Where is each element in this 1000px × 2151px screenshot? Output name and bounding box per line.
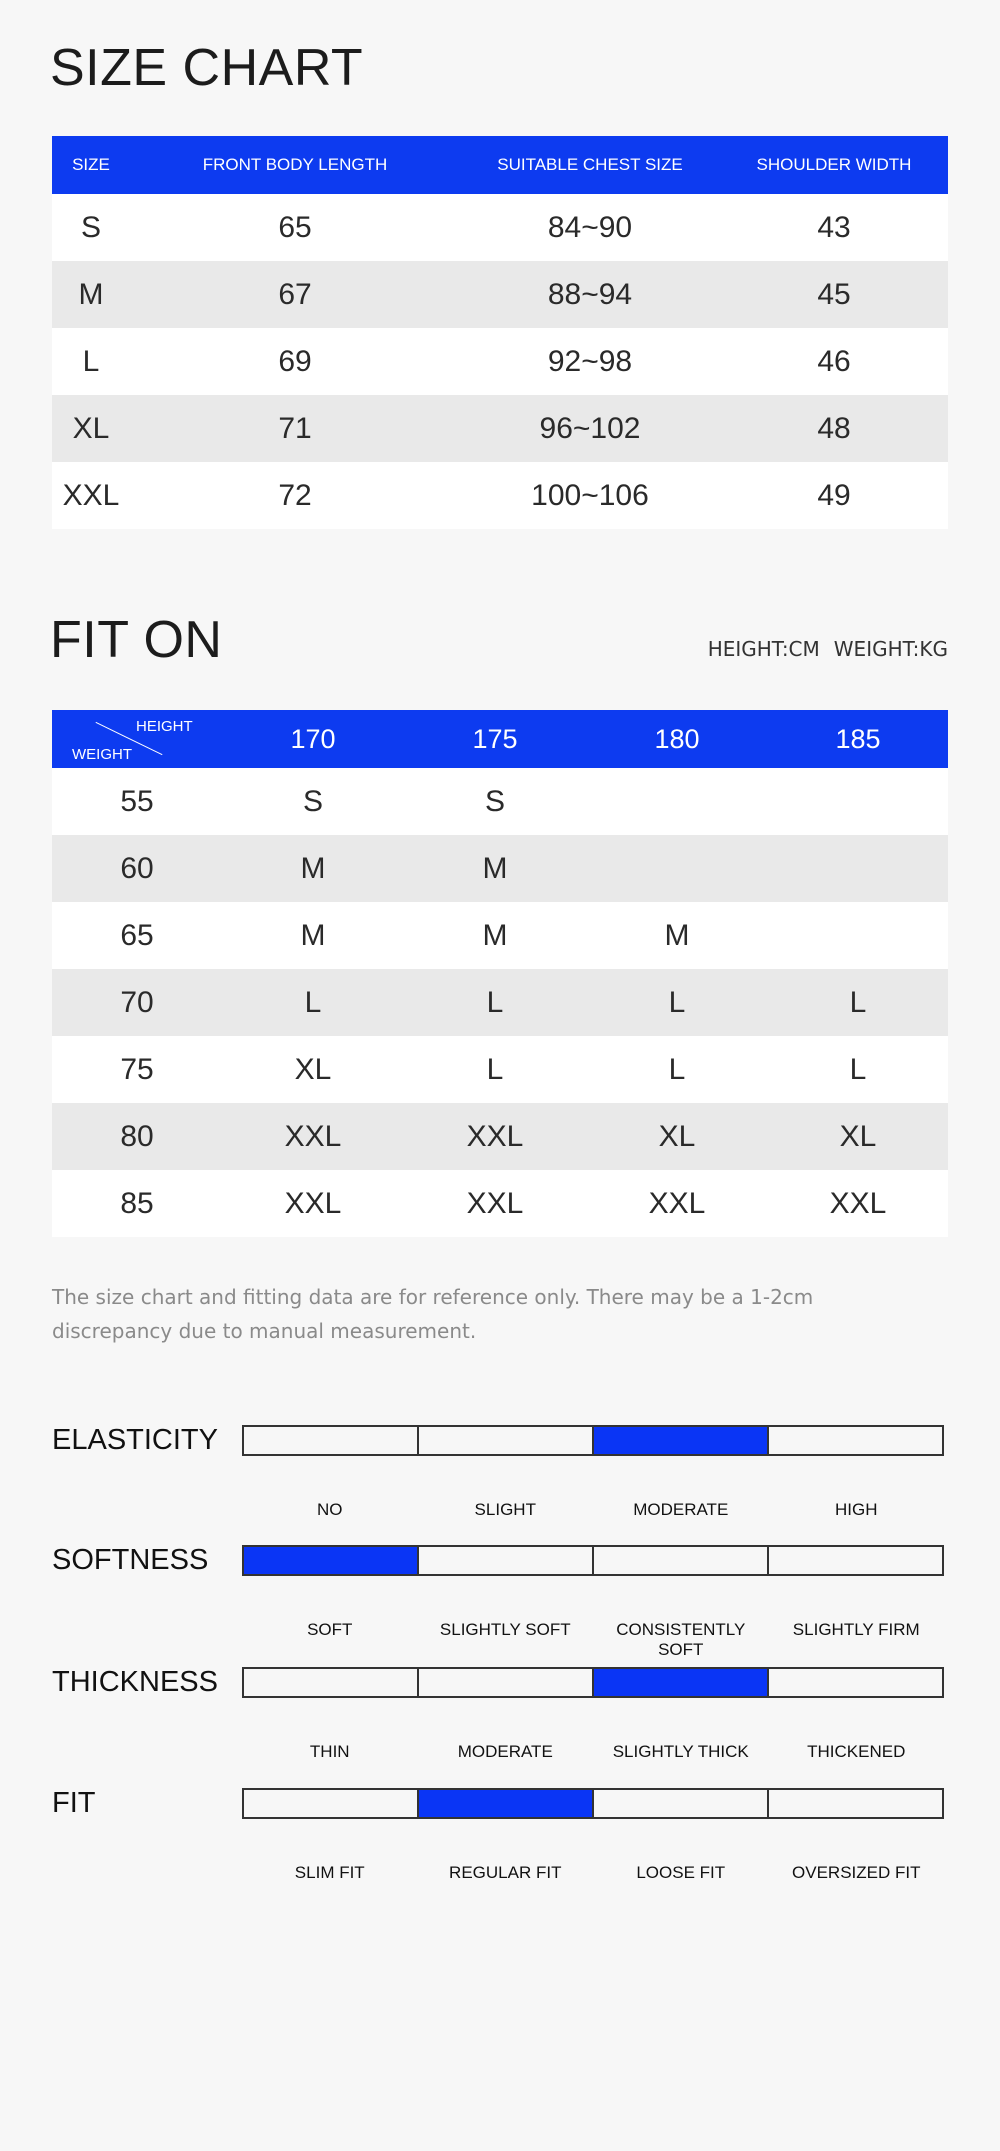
- table-cell: L: [768, 1036, 948, 1103]
- weight-unit: WEIGHT:KG: [833, 637, 948, 661]
- table-cell: L: [404, 969, 586, 1036]
- softness-options: [242, 1620, 944, 1660]
- table-cell: 72: [130, 462, 460, 529]
- fit-label: FIT: [52, 1787, 96, 1819]
- softness-segment: [769, 1547, 942, 1574]
- table-cell: 65: [130, 194, 460, 261]
- corner-weight-label: WEIGHT: [72, 746, 132, 763]
- softness-segment: [419, 1547, 594, 1574]
- softness-option-label: SLIGHTLY SOFT: [439, 1620, 571, 1639]
- fit-option-label: SLIM FIT: [294, 1863, 365, 1882]
- table-cell: [768, 768, 948, 835]
- table-cell: 70: [52, 969, 222, 1036]
- fit-option-label: LOOSE FIT: [636, 1863, 726, 1882]
- table-cell: M: [404, 835, 586, 902]
- table-cell: L: [222, 969, 404, 1036]
- fit-segment-selected: [419, 1790, 594, 1817]
- table-cell: XXL: [586, 1170, 768, 1237]
- table-cell: 48: [720, 395, 948, 462]
- size-row: [52, 395, 948, 462]
- softness-segment-selected: [244, 1547, 419, 1574]
- table-cell: XXL: [52, 462, 130, 529]
- header-height-180: 180: [586, 710, 768, 768]
- table-cell: XL: [768, 1103, 948, 1170]
- table-cell: XL: [52, 395, 130, 462]
- elasticity-segment: [244, 1427, 419, 1454]
- table-cell: 45: [720, 261, 948, 328]
- table-cell: L: [768, 969, 948, 1036]
- header-height-185: 185: [768, 710, 948, 768]
- table-cell: [768, 835, 948, 902]
- table-cell: 100~106: [460, 462, 720, 529]
- size-row: [52, 194, 948, 261]
- table-cell: XXL: [222, 1170, 404, 1237]
- table-cell: M: [586, 902, 768, 969]
- softness-segment: [594, 1547, 769, 1574]
- thickness-options: [242, 1742, 944, 1762]
- corner-height-label: HEIGHT: [136, 718, 193, 735]
- table-cell: XL: [586, 1103, 768, 1170]
- fit-on-header-row: [52, 710, 948, 768]
- fit-segment: [594, 1790, 769, 1817]
- elasticity-option-label: MODERATE: [633, 1500, 729, 1519]
- size-chart-title: SIZE CHART: [50, 39, 364, 97]
- table-cell: 49: [720, 462, 948, 529]
- table-cell: XXL: [768, 1170, 948, 1237]
- header-height-170: 170: [222, 710, 404, 768]
- disclaimer-note: The size chart and fitting data are for reference only. There may be a 1-2cm discrepancy due to manual measurement.: [52, 1285, 814, 1343]
- fit-on-table: [52, 710, 948, 1237]
- size-chart-header-row: [52, 136, 948, 194]
- table-cell: [768, 902, 948, 969]
- table-cell: M: [222, 902, 404, 969]
- thickness-label: THICKNESS: [52, 1666, 218, 1698]
- elasticity-label: ELASTICITY: [52, 1424, 218, 1456]
- table-cell: L: [586, 969, 768, 1036]
- header-size: SIZE: [52, 136, 130, 194]
- thickness-option-label: THICKENED: [807, 1742, 906, 1761]
- thickness-scale-bar: [242, 1667, 944, 1698]
- table-cell: 46: [720, 328, 948, 395]
- table-cell: 55: [52, 768, 222, 835]
- table-cell: 80: [52, 1103, 222, 1170]
- elasticity-scale-bar: [242, 1425, 944, 1456]
- softness-option-label: CONSISTENTLY SOFT: [616, 1620, 746, 1659]
- header-suitable-chest-size: SUITABLE CHEST SIZE: [460, 136, 720, 194]
- units-legend: [694, 637, 948, 661]
- table-cell: 69: [130, 328, 460, 395]
- fit-segment: [769, 1790, 942, 1817]
- fit-segment: [244, 1790, 419, 1817]
- thickness-option-label: THIN: [309, 1742, 350, 1761]
- table-cell: 96~102: [460, 395, 720, 462]
- height-unit: HEIGHT:CM: [707, 637, 820, 661]
- table-cell: [586, 768, 768, 835]
- size-chart-table: [52, 136, 948, 529]
- fit-row: [52, 902, 948, 969]
- elasticity-segment: [769, 1427, 942, 1454]
- thickness-segment: [244, 1669, 419, 1696]
- table-cell: 85: [52, 1170, 222, 1237]
- elasticity-segment-selected: [594, 1427, 769, 1454]
- header-corner: [52, 710, 222, 768]
- table-cell: 88~94: [460, 261, 720, 328]
- table-cell: L: [404, 1036, 586, 1103]
- table-cell: XXL: [404, 1103, 586, 1170]
- elasticity-option-label: HIGH: [835, 1500, 878, 1519]
- thickness-option-label: SLIGHTLY THICK: [612, 1742, 749, 1761]
- thickness-option-label: MODERATE: [457, 1742, 553, 1761]
- table-cell: S: [222, 768, 404, 835]
- table-cell: XL: [222, 1036, 404, 1103]
- table-cell: XXL: [222, 1103, 404, 1170]
- elasticity-option-label: NO: [317, 1500, 343, 1519]
- header-front-body-length: FRONT BODY LENGTH: [130, 136, 460, 194]
- table-cell: 67: [130, 261, 460, 328]
- table-cell: M: [52, 261, 130, 328]
- size-row: [52, 328, 948, 395]
- fit-on-title: FIT ON: [50, 611, 223, 669]
- table-cell: M: [404, 902, 586, 969]
- table-cell: L: [52, 328, 130, 395]
- table-cell: 84~90: [460, 194, 720, 261]
- fit-options: [242, 1863, 944, 1883]
- header-shoulder-width: SHOULDER WIDTH: [720, 136, 948, 194]
- table-cell: M: [222, 835, 404, 902]
- softness-option-label: SOFT: [307, 1620, 353, 1639]
- elasticity-segment: [419, 1427, 594, 1454]
- fit-row: [52, 835, 948, 902]
- fit-row: [52, 1170, 948, 1237]
- table-cell: 71: [130, 395, 460, 462]
- header-height-175: 175: [404, 710, 586, 768]
- table-cell: [586, 835, 768, 902]
- fit-row: [52, 768, 948, 835]
- thickness-segment: [419, 1669, 594, 1696]
- softness-option-label: SLIGHTLY FIRM: [792, 1620, 920, 1639]
- fit-row: [52, 1036, 948, 1103]
- table-cell: 92~98: [460, 328, 720, 395]
- table-cell: 60: [52, 835, 222, 902]
- table-cell: XXL: [404, 1170, 586, 1237]
- table-cell: 43: [720, 194, 948, 261]
- fit-row: [52, 1103, 948, 1170]
- table-cell: L: [586, 1036, 768, 1103]
- fit-option-label: REGULAR FIT: [449, 1863, 562, 1882]
- size-row: [52, 261, 948, 328]
- size-row: [52, 462, 948, 529]
- thickness-segment-selected: [594, 1669, 769, 1696]
- softness-scale-bar: [242, 1545, 944, 1576]
- fit-scale-bar: [242, 1788, 944, 1819]
- fit-row: [52, 969, 948, 1036]
- thickness-segment: [769, 1669, 942, 1696]
- elasticity-options: [242, 1500, 944, 1520]
- elasticity-option-label: SLIGHT: [474, 1500, 536, 1519]
- table-cell: S: [404, 768, 586, 835]
- table-cell: 65: [52, 902, 222, 969]
- fit-option-label: OVERSIZED FIT: [792, 1863, 921, 1882]
- table-cell: S: [52, 194, 130, 261]
- table-cell: 75: [52, 1036, 222, 1103]
- softness-label: SOFTNESS: [52, 1544, 209, 1576]
